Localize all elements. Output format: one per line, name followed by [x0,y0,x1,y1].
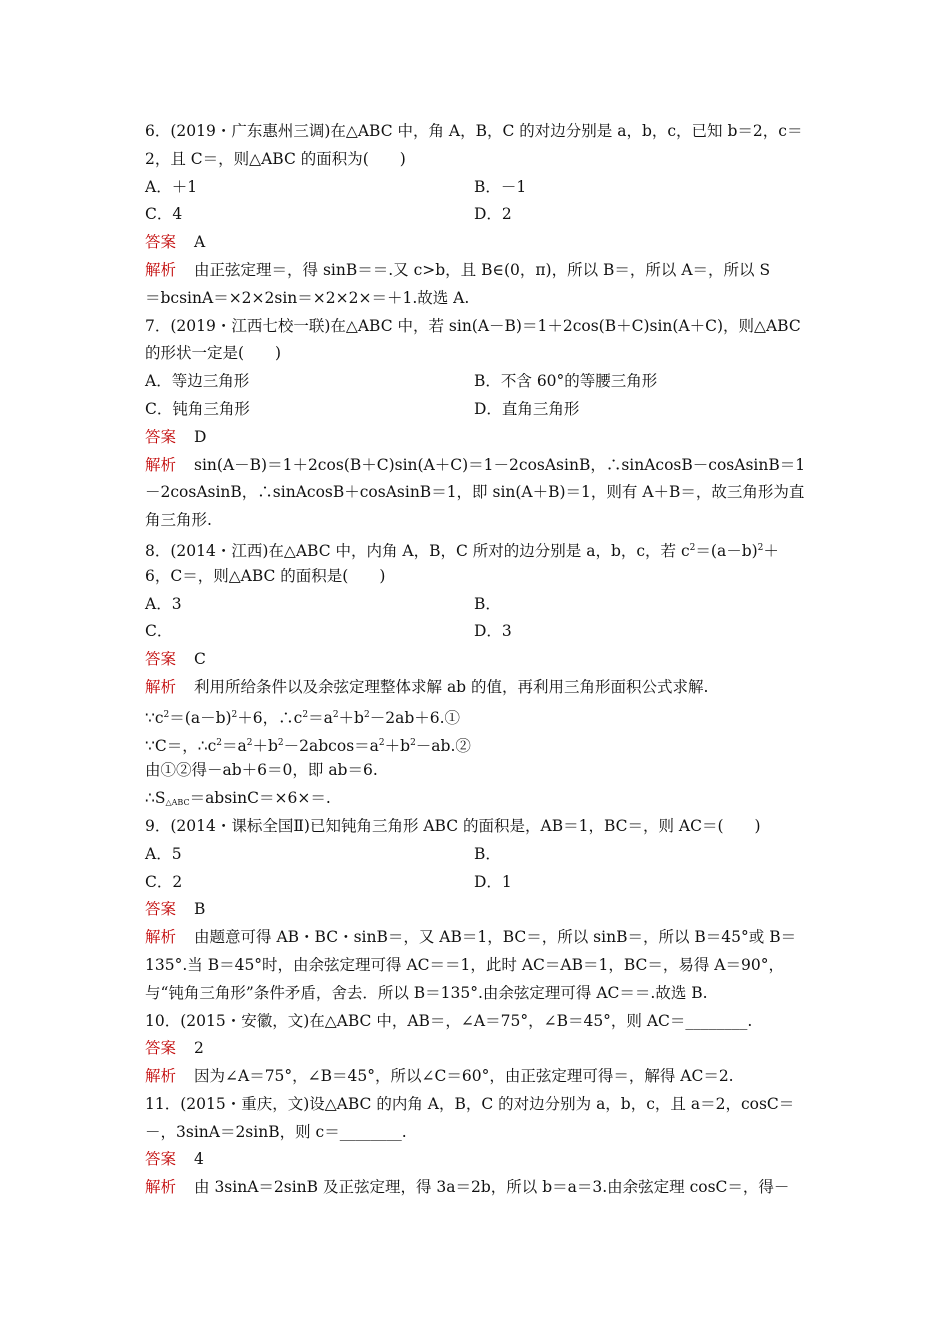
option-d: D．2 [474,205,512,224]
answer-line [145,1146,805,1174]
options-row [145,174,805,202]
analysis-line [145,674,805,702]
superscript: 2 [378,737,385,748]
stem-text: 8．(2014・江西)在△ABC 中，内角 A，B，C 所对的边分别是 a，b，c，若 c [145,541,690,560]
analysis-text: 由正弦定理＝，得 sinB＝＝.又 c>b，且 B∈(0，π)，所以 B＝，所以 A＝，所以 S [194,260,771,279]
step-text: ＝a [308,708,333,727]
step-text: ＝absinC＝×6×＝. [189,789,331,808]
analysis-line [145,924,805,952]
superscript: 2 [246,737,253,748]
option-d: D．直角三角形 [474,399,580,418]
analysis-label: 解析 [145,677,177,696]
option-b: B．不含 60°的等腰三角形 [474,372,658,391]
superscript: 2 [163,709,170,720]
options-row [145,869,805,897]
option-c: C．钝角三角形 [145,399,250,418]
question-stem: 7．(2019・江西七校一联)在△ABC 中，若 sin(A－B)＝1＋2cos(B＋C)sin(A＋C)，则△ABC [145,316,801,335]
stem-text: ＋ [763,541,779,560]
analysis-text: ＝bcsinA＝×2×2sin＝×2×2×＝＋1.故选 A. [145,288,470,307]
superscript: 2 [216,737,222,748]
options-row [145,396,805,424]
answer-value: C [194,650,206,669]
question-stem: 11．(2015・重庆，文)设△ABC 的内角 A，B，C 的对边分别为 a，b，c，且 a＝2，cosC＝ [145,1094,795,1113]
question-7 [145,313,805,535]
superscript: 2 [302,709,309,720]
analysis-text: 由 3sinA＝2sinB 及正弦定理，得 3a＝2b，所以 b＝a＝3.由余弦定理 cosC＝，得－ [194,1178,790,1197]
analysis-step-4 [145,785,805,813]
stem-text: ＝(a－b) [695,541,758,560]
question-stem: 6，C＝，则△ABC 的面积是( ) [145,566,386,585]
answer-line [145,1035,805,1063]
question-8 [145,535,805,813]
analysis-label: 解析 [145,260,177,279]
option-a: A．＋1 [145,177,198,196]
analysis-line [145,452,805,480]
option-d: D．1 [474,872,512,891]
analysis-text: 135°.当 B＝45°时，由余弦定理可得 AC＝＝1，此时 AC＝AB＝1，BC＝，易得 A＝90°， [145,955,784,974]
step-text: ＋b [252,736,278,755]
analysis-text: －2cosAsinB，∴sinAcosB＋cosAsinB＝1，即 sin(A＋B)＝1，则有 A＋B＝，故三角形为直 [145,483,805,502]
document-page [145,118,805,1202]
option-c: C．4 [145,205,183,224]
question-6 [145,118,805,313]
analysis-line [145,257,805,285]
superscript: 2 [231,709,238,720]
subscript: △ABC [165,798,190,808]
step-text: ＝(a－b) [169,708,232,727]
question-stem: 9．(2014・课标全国Ⅱ)已知钝角三角形 ABC 的面积是，AB＝1，BC＝，则 AC＝( ) [145,816,761,835]
analysis-text: sin(A－B)＝1＋2cos(B＋C)sin(A＋C)＝1－2cosAsinB，∴sinAcosB－cosAsinB＝1 [194,455,806,474]
answer-value: B [194,900,206,919]
analysis-label: 解析 [145,1067,177,1086]
step-text: －ab.② [415,736,471,755]
analysis-label: 解析 [145,928,177,947]
option-b: B． [474,594,501,613]
option-a: A．3 [145,594,182,613]
answer-line [145,229,805,257]
answer-line [145,646,805,674]
analysis-text: 与“钝角三角形”条件矛盾，舍去．所以 B＝135°.由余弦定理可得 AC＝＝.故选 B. [145,983,708,1002]
analysis-label: 解析 [145,1178,177,1197]
step-text: ＋b [338,708,364,727]
option-a: A．5 [145,844,182,863]
answer-value: D [194,427,207,446]
answer-line [145,424,805,452]
question-stem: 6．(2019・广东惠州三调)在△ABC 中，角 A，B，C 的对边分别是 a，b，c，已知 b＝2，c＝ [145,122,803,140]
step-text: ∵C＝，∴c [145,736,217,755]
answer-value: 2 [194,1039,204,1058]
answer-value: 4 [194,1150,204,1169]
superscript: 2 [410,737,416,748]
analysis-line [145,1174,805,1202]
answer-label: 答案 [145,1039,177,1058]
question-9 [145,813,805,1008]
answer-value: A [194,233,206,252]
step-text: －2abcos＝a [283,736,379,755]
option-b: B．－1 [474,177,527,196]
option-a: A．等边三角形 [145,372,250,391]
option-c: C．2 [145,872,183,891]
answer-label: 答案 [145,427,177,446]
options-row [145,841,805,869]
analysis-label: 解析 [145,455,177,474]
question-stem: 10．(2015・安徽，文)在△ABC 中，AB＝，∠A＝75°，∠B＝45°，则 AC＝________. [145,1011,753,1030]
answer-label: 答案 [145,233,177,252]
analysis-text: 利用所给条件以及余弦定理整体求解 ab 的值，再利用三角形面积公式求解. [194,677,709,696]
superscript: 2 [757,542,764,553]
option-b: B． [474,844,501,863]
superscript: 2 [277,737,284,748]
step-text: ＋b [384,736,411,755]
superscript: 2 [689,542,696,553]
question-stem: 的形状一定是( ) [145,344,282,363]
option-d: D．3 [474,622,512,641]
step-text: ＋6，∴c [237,708,303,727]
question-11 [145,1091,805,1202]
answer-label: 答案 [145,900,177,919]
analysis-text: 因为∠A＝75°，∠B＝45°，所以∠C＝60°，由正弦定理可得＝，解得 AC＝2. [194,1067,734,1086]
question-stem: 2，且 C＝，则△ABC 的面积为( ) [145,149,406,168]
analysis-step-2 [145,730,805,758]
question-stem [145,535,805,563]
answer-label: 答案 [145,1150,177,1169]
superscript: 2 [332,709,339,720]
options-row [145,591,805,619]
answer-label: 答案 [145,650,177,669]
analysis-text: 角三角形. [145,511,212,530]
superscript: 2 [363,709,370,720]
step-text: ∵c [145,708,164,727]
options-row [145,618,805,646]
step-text: ∴S [145,789,166,808]
analysis-line [145,1063,805,1091]
analysis-text: 由题意可得 AB・BC・sinB＝，又 AB＝1，BC＝，所以 sinB＝，所以 B＝45°或 B＝ [194,928,797,947]
options-row [145,368,805,396]
question-10 [145,1008,805,1091]
analysis-step-3: 由①②得－ab＋6＝0，即 ab＝6. [145,761,378,780]
answer-line [145,896,805,924]
analysis-step-1 [145,702,805,730]
question-stem: －，3sinA＝2sinB，则 c＝________. [145,1122,407,1141]
step-text: －2ab＋6.① [369,708,461,727]
option-c: C． [145,622,173,641]
options-row [145,201,805,229]
step-text: ＝a [222,736,247,755]
